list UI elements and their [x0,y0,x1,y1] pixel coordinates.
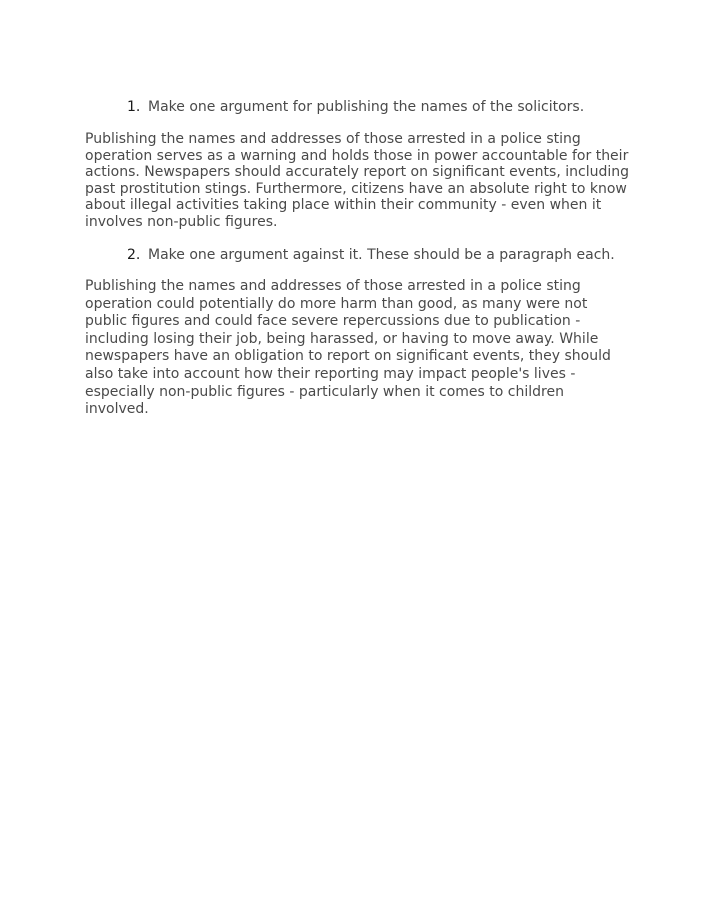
question-item-1 [127,98,584,116]
paragraph-line: Publishing the names and addresses of those arrested in a police sting [85,278,581,294]
paragraph-line: operation could potentially do more harm than good, as many were not [85,295,588,312]
question-text: Make one argument against it. These should be a paragraph each. [148,247,615,263]
question-text: Make one argument for publishing the names of the solicitors. [148,99,585,115]
question-item-2 [127,246,615,264]
paragraph-line: public figures and could face severe repercussions due to publication - [85,313,581,330]
list-number: 2. [127,247,141,263]
list-number: 1. [127,99,141,115]
answer-paragraph-2 [85,278,645,419]
answer-paragraph-1 [85,131,645,231]
paragraph-line: about illegal activities taking place within their community - even when it [85,197,602,214]
paragraph-line: Publishing the names and addresses of those arrested in a police sting [85,131,581,147]
paragraph-line: including losing their job, being harassed, or having to move away. While [85,330,599,347]
paragraph-line: operation serves as a warning and holds those in power accountable for their [85,147,629,164]
paragraph-line: past prostitution stings. Furthermore, citizens have an absolute right to know [85,180,627,197]
paragraph-line: newspapers have an obligation to report on significant events, they should [85,348,611,365]
paragraph-line: involves non-public figures. [85,213,278,230]
paragraph-line: especially non-public figures - particularly when it comes to children [85,383,564,400]
paragraph-line: also take into account how their reporting may impact people's lives - [85,365,576,382]
paragraph-line: involved. [85,401,149,418]
paragraph-line: actions. Newspapers should accurately report on significant events, including [85,164,629,181]
